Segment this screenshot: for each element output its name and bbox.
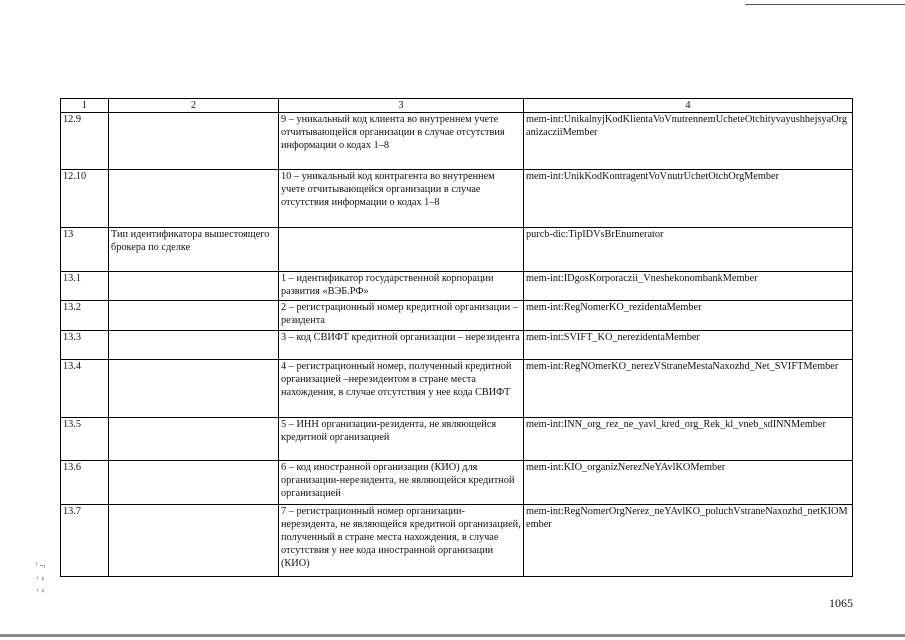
top-rule [745,4,905,5]
row-description: 7 – регистрационный номер организации-нерезидента, не являющейся кредитной организацией, полученный в стране места нахождения, в случае отсутствия у нее кода иностранной организации (КИО) [279,505,524,577]
row-description: 1 – идентификатор государственной корпорации развития «ВЭБ.РФ» [279,272,524,301]
table-row [61,418,853,461]
row-number: 12.9 [61,113,109,170]
row-name [109,360,279,418]
margin-mark: · › [36,573,45,583]
row-number: 13.2 [61,301,109,331]
table-row [61,360,853,418]
table-row [61,505,853,577]
data-table [60,98,853,577]
row-name [109,301,279,331]
row-code: mem-int:UnikKodKontragentVoVnutrUchetOtchOrgMember [524,170,853,228]
margin-mark: · › [36,585,45,595]
row-name [109,418,279,461]
bottom-rule [0,634,905,637]
row-number: 13.6 [61,461,109,505]
page-number: 1065 [829,596,853,610]
row-name [109,505,279,577]
table-row [61,272,853,301]
row-code: mem-int:RegNomerOrgNerez_neYAvlKO_poluchVstraneNaxozhd_netKIOMember [524,505,853,577]
row-number: 13.4 [61,360,109,418]
row-code: purcb-dic:TipIDVsBrEnumerator [524,228,853,272]
row-description: 4 – регистрационный номер, полученный кредитной организацией –нерезидентом в стране места нахождения, в случае отсутствия у нее кода СВИФТ [279,360,524,418]
row-name [109,331,279,360]
row-code: mem-int:RegNomerKO_rezidentaMember [524,301,853,331]
row-code: mem-int:SVIFT_KO_nerezidentaMember [524,331,853,360]
header-cell: 3 [279,99,524,113]
row-code: mem-int:RegNOmerKO_nerezVStraneMestaNaxozhd_Net_SVIFTMember [524,360,853,418]
table-row [61,113,853,170]
row-number: 13 [61,228,109,272]
row-code: mem-int:KIO_organizNerezNeYAvlKOMember [524,461,853,505]
row-code: mem-int:IDgosKorporaczii_VneshekonombankMember [524,272,853,301]
header-cell: 2 [109,99,279,113]
row-description: 5 – ИНН организации-резидента, не являющейся кредитной организацией [279,418,524,461]
table-row [61,228,853,272]
header-cell: 1 [61,99,109,113]
row-name [109,170,279,228]
table-row [61,331,853,360]
table-row [61,461,853,505]
row-number: 12.10 [61,170,109,228]
row-code: mem-int:UnikalnyjKodKlientaVoVnutrennemUcheteOtchityvayushhejsyaOrganizacziiMember [524,113,853,170]
table-row [61,301,853,331]
row-name: Тип идентификатора вышестоящего брокера по сделке [109,228,279,272]
row-name [109,113,279,170]
row-number: 13.5 [61,418,109,461]
row-description [279,228,524,272]
row-code: mem-int:INN_org_rez_ne_yavl_kred_org_Rek_kl_vneb_sdINNMember [524,418,853,461]
row-name [109,272,279,301]
row-description: 10 – уникальный код контрагента во внутреннем учете отчитывающейся организации в случае отсутствия информации о кодах 1–8 [279,170,524,228]
row-description: 3 – код СВИФТ кредитной организации – нерезидента [279,331,524,360]
table-row [61,170,853,228]
row-description: 2 – регистрационный номер кредитной организации – резидента [279,301,524,331]
row-description: 6 – код иностранной организации (КИО) для организации-нерезидента, не являющейся кредитной организацией [279,461,524,505]
row-description: 9 – уникальный код клиента во внутреннем учете отчитывающейся организации в случае отсутствия информации о кодах 1–8 [279,113,524,170]
row-name [109,461,279,505]
row-number: 13.3 [61,331,109,360]
header-row [61,99,853,113]
header-cell: 4 [524,99,853,113]
row-number: 13.1 [61,272,109,301]
row-number: 13.7 [61,505,109,577]
margin-mark: ' ¬ [36,561,45,571]
